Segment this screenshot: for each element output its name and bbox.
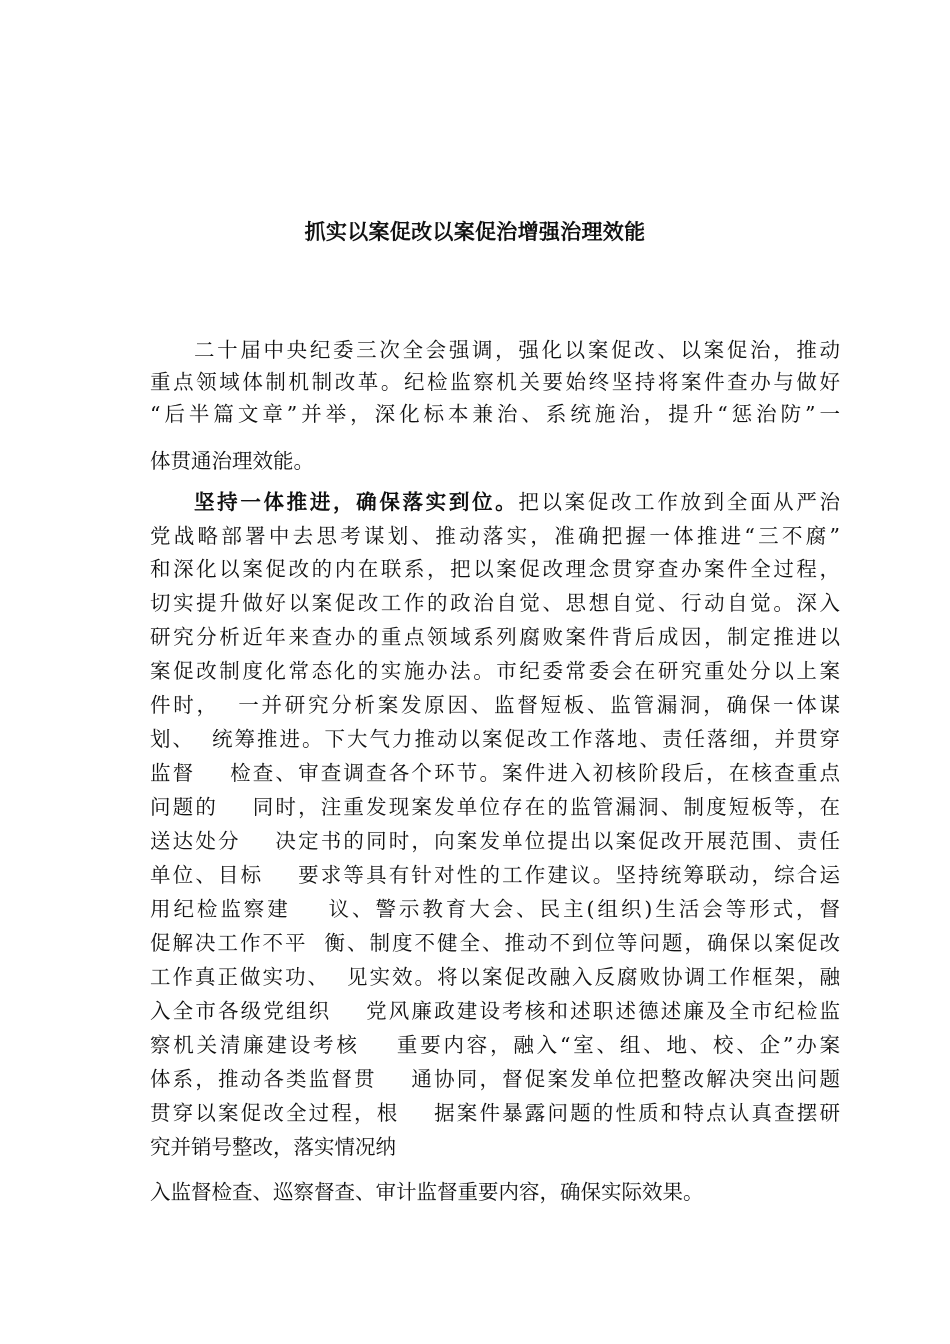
paragraph-2-line-10: 问题的 同时，注重发现案发单位存在的监管漏洞、制度短板等，在 [150,795,840,819]
paragraph-2-line-1-text: 把以案促改工作放到全面从严治 [518,490,841,514]
paragraph-2-line-20: 究并销号整改，落实情况纳 [150,1135,396,1159]
paragraph-2-line-7: 件时， 一并研究分析案发原因、监督短板、监管漏洞，确保一体谋 [150,693,840,717]
paragraph-1-line-2: 重点领域体制机制改革。纪检监察机关要始终坚持将案件查办与做好 [150,370,840,394]
paragraph-2-lead: 坚持一体推进，确保落实到位。 [194,490,519,514]
paragraph-1-line-4: 体贯通治理效能。 [150,449,314,473]
paragraph-2-line-21: 入监督检查、巡察督查、审计监督重要内容，确保实际效果。 [150,1180,704,1204]
paragraph-2-line-6: 案促改制度化常态化的实施办法。市纪委常委会在研究重处分以上案 [150,659,840,683]
paragraph-2-line-17: 察机关清廉建设考核 重要内容，融入“室、组、地、校、企”办案 [150,1033,840,1057]
paragraph-2-line-5: 研究分析近年来查办的重点领域系列腐败案件背后成因，制定推进以 [150,625,840,649]
paragraph-2-line-16: 入全市各级党组织 党风廉政建设考核和述职述德述廉及全市纪检监 [150,999,840,1023]
paragraph-2-line-18: 体系，推动各类监督贯 通协同，督促案发单位把整改解决突出问题 [150,1067,840,1091]
paragraph-2-line-1 [194,486,840,518]
paragraph-2-line-12: 单位、目标 要求等具有针对性的工作建议。坚持统筹联动，综合运 [150,863,840,887]
paragraph-1-line-3: “后半篇文章”并举，深化标本兼治、系统施治，提升“惩治防”一 [150,402,840,426]
paragraph-2-line-8: 划、 统筹推进。下大气力推动以案促改工作落地、责任落细，并贯穿 [150,727,840,751]
paragraph-2-line-14: 促解决工作不平 衡、制度不健全、推动不到位等问题，确保以案促改 [150,931,840,955]
paragraph-2-line-11: 送达处分 决定书的同时，向案发单位提出以案促改开展范围、责任 [150,829,840,853]
paragraph-2-line-4: 切实提升做好以案促改工作的政治自觉、思想自觉、行动自觉。深入 [150,591,840,615]
paragraph-2-line-19: 贯穿以案促改全过程，根 据案件暴露问题的性质和特点认真查摆研 [150,1101,840,1125]
paragraph-2-line-13: 用纪检监察建 议、警示教育大会、民主(组织)生活会等形式，督 [150,897,840,921]
paragraph-2-line-15: 工作真正做实功、 见实效。将以案促改融入反腐败协调工作框架，融 [150,965,840,989]
paragraph-1-line-1: 二十届中央纪委三次全会强调，强化以案促改、以案促治，推动 [194,338,840,362]
paragraph-2-line-3: 和深化以案促改的内在联系，把以案促改理念贯穿查办案件全过程， [150,557,840,581]
document-title: 抓实以案促改以案促治增强治理效能 [304,220,646,244]
paragraph-2-line-9: 监督 检查、审查调查各个环节。案件进入初核阶段后，在核查重点 [150,761,840,785]
paragraph-2-line-2: 党战略部署中去思考谋划、推动落实，准确把握一体推进“三不腐” [150,524,840,548]
